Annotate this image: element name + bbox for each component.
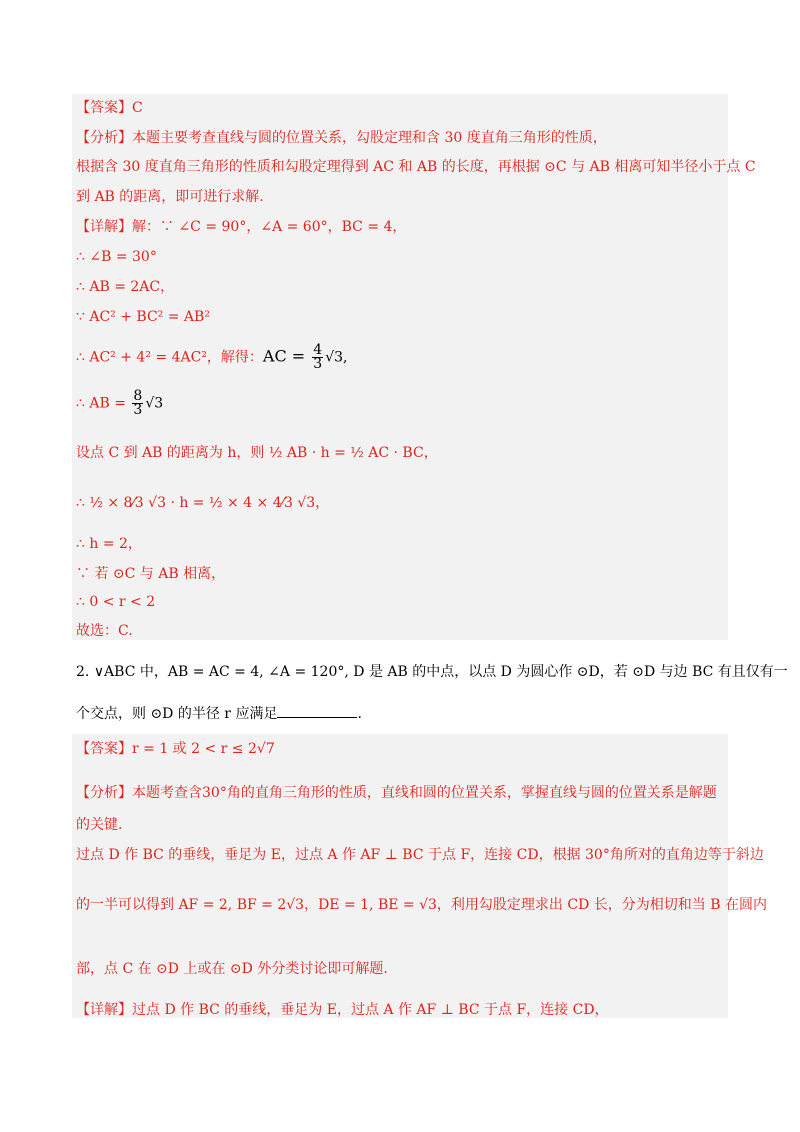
q1-step-4-eq: ∴ AC² + 4² = 4AC² [76,349,207,366]
q1-detail-intro-text: 解：∵ ∠C = 90°，∠A = 60°，BC = 4， [132,219,407,235]
q1-answer-value: C [132,100,143,116]
q2-stem-end: . [357,706,362,722]
q1-step-10: ∴ 0 < r < 2 [76,594,156,610]
q2-answer-blank [277,705,357,718]
q1-step-5-lhs: ∴ AB = [76,395,131,412]
q1-step-5-fraction [132,390,143,417]
q1-detail-tag: 【详解】 [76,219,132,235]
q2-analysis-line-3: 过点 D 作 BC 的垂线，垂足为 E，过点 A 作 AF ⊥ BC 于点 F，连接 CD，根据 30°角所对的直角边等于斜边 [76,847,764,863]
q1-step-6: 设点 C 到 AB 的距离为 h，则 ½ AB · h = ½ AC · BC， [76,445,438,461]
q2-analysis-line-4: 的一半可以得到 AF = 2, BF = 2√3，DE = 1, BE = √3，利用勾股定理求出 CD 长，分为相切和当 B 在圆内 [76,897,767,913]
q1-step-11: 故选：C. [76,623,133,639]
q2-analysis-line-1 [76,784,732,802]
q1-step-5-denominator: 3 [133,402,143,418]
q1-step-4-denominator: 3 [313,356,323,372]
q1-analysis-text-1: 本题主要考查直线与圆的位置关系，勾股定理和含 30 度直角三角形的性质， [132,130,607,146]
q1-step-9: ∵ 若 ⊙C 与 AB 相离， [76,566,226,582]
q1-step-4-solve: ，解得： [206,349,263,366]
q1-step-4 [76,344,732,371]
q1-analysis-line-3: 到 AB 的距离，即可进行求解. [76,189,264,205]
q2-stem-line-2 [76,705,732,723]
q2-detail-tag: 【详解】 [76,1002,132,1018]
q2-answer-tag: 【答案】 [76,741,132,757]
q2-stem-line-1 [76,663,788,681]
q2-detail-line-1 [76,1001,732,1019]
q2-analysis-text-1: 本题考查含30°角的直角三角形的性质，直线和圆的位置关系，掌握直线与圆的位置关系是解题 [132,785,717,801]
q1-step-4-fraction [312,344,323,371]
q1-step-3: ∵ AC² + BC² = AB² [76,309,210,325]
q1-step-4-root: √3, [325,349,348,366]
q1-step-4-lhs: AC = [262,346,311,366]
q1-step-8: ∴ h = 2， [76,536,142,552]
q1-analysis-tag: 【分析】 [76,130,132,146]
q1-step-1: ∴ ∠B = 30° [76,249,157,265]
q1-step-7: ∴ ½ × 8⁄3 √3 · h = ½ × 4 × 4⁄3 √3， [76,495,330,511]
q1-step-5 [76,390,732,417]
q2-number: 2. [76,664,90,680]
q1-step-4-numerator: 4 [313,342,323,358]
q1-step-5-numerator: 8 [133,388,143,404]
q2-detail-text-1: 过点 D 作 BC 的垂线，垂足为 E，过点 A 作 AF ⊥ BC 于点 F，连接 CD， [132,1002,609,1018]
q1-analysis-line-1 [76,129,732,147]
q2-answer-line [76,740,732,758]
q1-detail-intro [76,218,732,236]
q2-stem-text-2: 个交点，则 ⊙D 的半径 r 应满足 [76,706,278,722]
q2-analysis-line-5: 部，点 C 在 ⊙D 上或在 ⊙D 外分类讨论即可解题. [76,961,388,977]
q1-answer-tag: 【答案】 [76,100,132,116]
q2-analysis-line-2: 的关键. [76,817,123,833]
q1-answer-line [76,99,732,117]
q1-analysis-line-2: 根据含 30 度直角三角形的性质和勾股定理得到 AC 和 AB 的长度，再根据 ⊙C 与 AB 相离可知半径小于点 C [76,159,756,175]
q2-stem-text-1: ∨ABC 中，AB = AC = 4, ∠A = 120°, D 是 AB 的中点，以点 D 为圆心作 ⊙D，若 ⊙D 与边 BC 有且仅有一 [93,664,788,680]
q2-answer-value: r = 1 或 2 < r ≤ 2√7 [132,741,275,757]
q1-step-2: ∴ AB = 2AC， [76,279,175,295]
q1-step-5-root: √3 [145,395,164,412]
q2-analysis-tag: 【分析】 [76,785,132,801]
